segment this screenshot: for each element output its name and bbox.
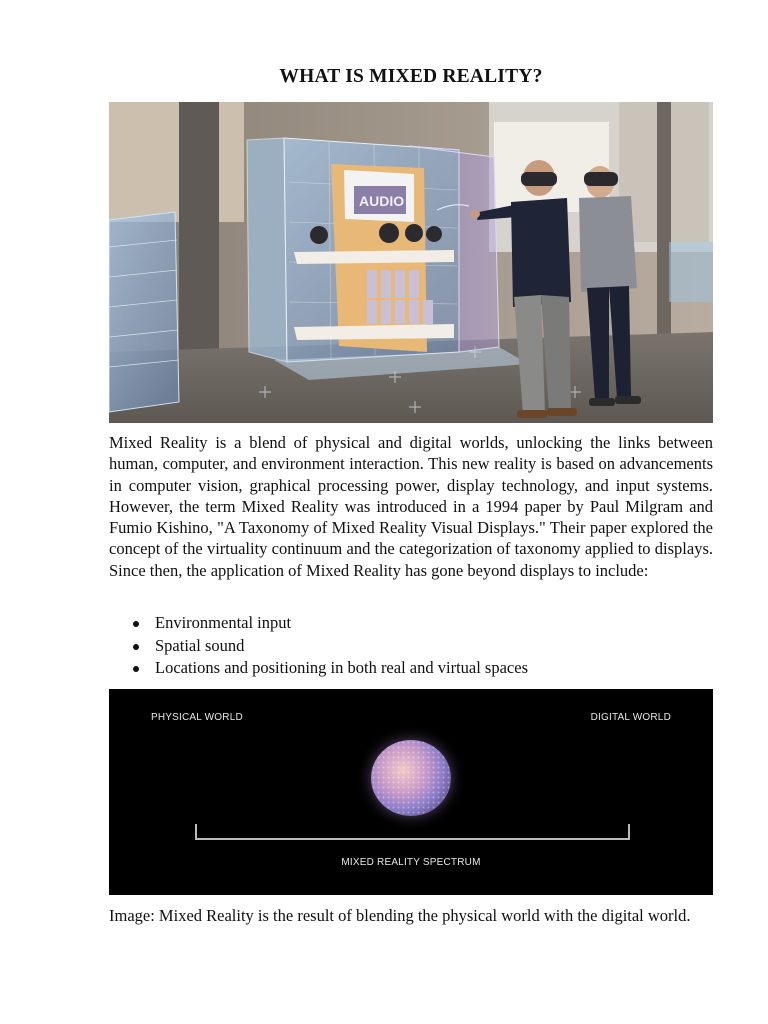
bullet-icon xyxy=(133,666,139,672)
spectrum-bracket xyxy=(195,824,630,840)
list-item xyxy=(109,635,713,658)
bullet-text: Locations and positioning in both real and virtual spaces xyxy=(155,658,528,677)
intro-paragraph: Mixed Reality is a blend of physical and digital worlds, unlocking the links between human, computer, and environment interaction. This new reality is based on advancements in computer vision, graphical processing power, display technology, and input systems. However, the term Mixed Reality was introduced in a 1994 paper by Paul Milgram and Fumio Kishino, "A Taxonomy of Mixed Reality Visual Displays." Their paper explored the concept of the virtuality continuum and the categorization of taxonomy applied to displays. Since then, the application of Mixed Reality has gone beyond displays to include: xyxy=(109,433,713,580)
mixed-reality-spectrum-figure xyxy=(109,689,713,895)
bullet-icon xyxy=(133,621,139,627)
bullet-icon xyxy=(133,644,139,650)
mixed-reality-photo xyxy=(109,102,713,423)
bullet-list xyxy=(109,612,713,680)
photo-display-text: AUDIO xyxy=(359,193,405,209)
page-title: WHAT IS MIXED REALITY? xyxy=(279,66,543,87)
list-item xyxy=(109,612,713,635)
spectrum-label: MIXED REALITY SPECTRUM xyxy=(341,857,481,868)
bullet-text: Spatial sound xyxy=(155,635,245,655)
bullet-text: Environmental input xyxy=(155,613,292,632)
orb-sphere-icon xyxy=(371,740,451,816)
physical-world-label: PHYSICAL WORLD xyxy=(151,712,243,723)
figure-caption: Image: Mixed Reality is the result of blending the physical world with the digital world. xyxy=(109,906,691,925)
digital-world-label: DIGITAL WORLD xyxy=(590,712,671,723)
list-item xyxy=(109,657,713,680)
